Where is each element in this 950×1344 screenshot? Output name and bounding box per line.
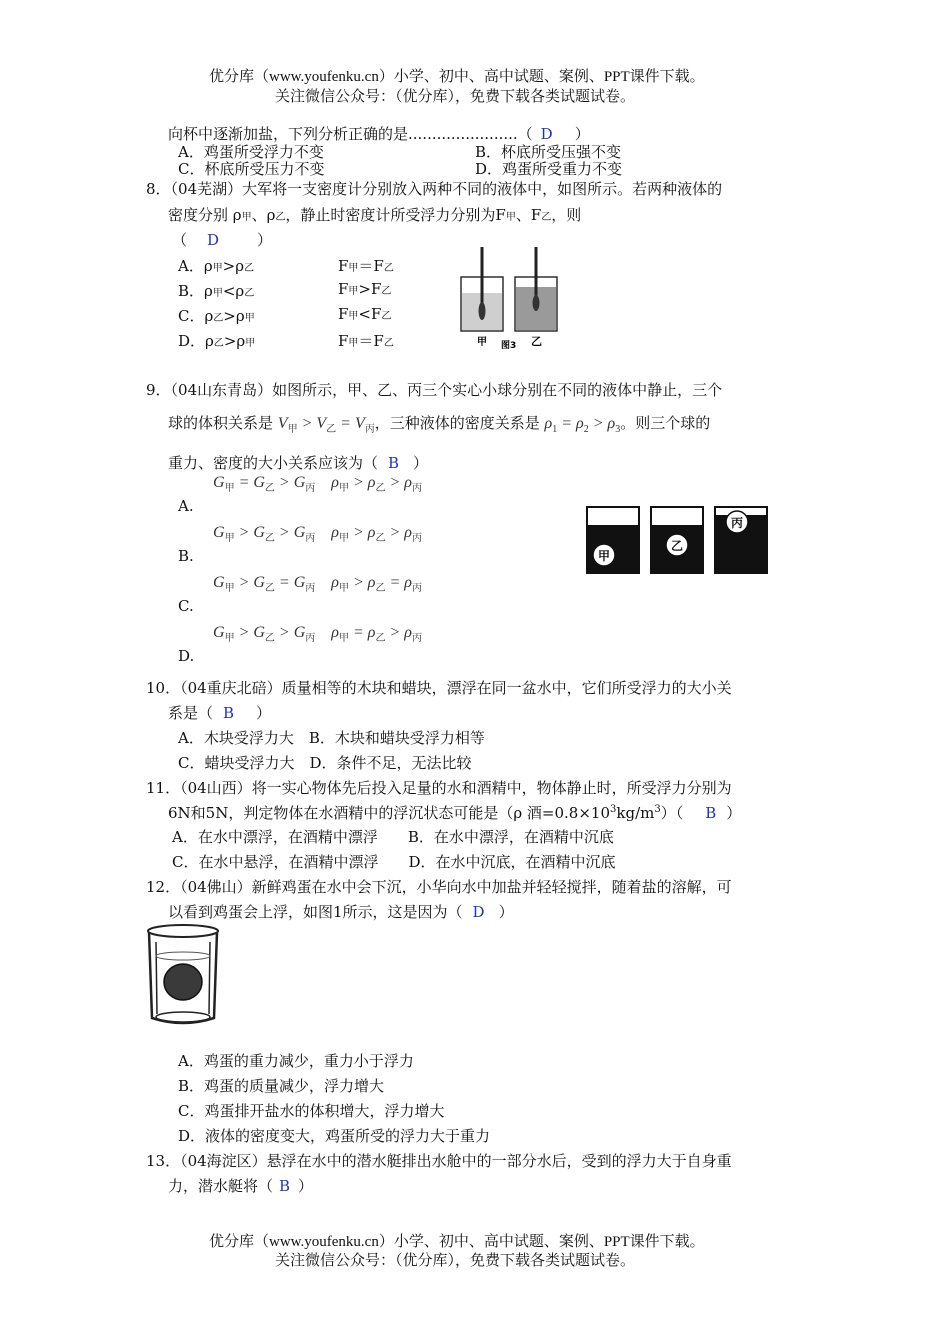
q8-answer: D [207,231,220,249]
q8-hydrometer-figure [455,245,565,355]
q9-option-a-formula: $G_甲 = G_乙 > G_丙$ $\rho_甲 > \rho_乙 > \rho_丙$ [213,474,422,495]
q9-option-d-formula: $G_甲 > G_乙 > G_丙$ $\rho_甲 = \rho_乙 > \rho_丙$ [213,624,422,645]
q8-option-b: B．ρ甲<ρ乙 [178,282,255,300]
q12-line2: 以看到鸡蛋会上浮，如图1所示，这是因为（ D ） [168,903,514,921]
q8-figure-label-jia: 甲 [477,337,487,348]
q9-line2: 球的体积关系是 $V_甲 > V_乙 = V_丙$，三种液体的密度关系是 $\rho_1 = \rho_2 > \rho_3$。则三个球的 [168,414,711,436]
q7-option-c: C．杯底所受压力不变 [178,160,325,178]
q11-line2: 6N和5N，判定物体在水酒精中的浮沉状态可能是（ρ 酒$=0.8\times 10^3kg/m^3$）（ B ） [168,804,742,822]
q8-option-b-force: F甲>F乙 [338,280,392,298]
q9-line1: 9．（04山东青岛）如图所示，甲、乙、丙三个实心小球分别在不同的液体中静止，三个 [146,381,723,399]
page-footer-line1: 优分库（www.youfenku.cn）小学、初中、高中试题、案例、PPT课件下载。 [209,1234,705,1250]
q9-balls-figure [585,505,770,577]
q10-options-row1: A．木块受浮力大 B．木块和蜡块受浮力相等 [178,729,485,747]
q11-line1: 11．（04山西）将一实心物体先后投入足量的水和酒精中，物体静止时，所受浮力分别为 [146,779,732,797]
q12-option-b: B．鸡蛋的质量减少，浮力增大 [178,1077,385,1095]
q9-density-formula: $\rho_1 = \rho_2 > \rho_3$ [544,415,621,436]
page-header-line1: 优分库（www.youfenku.cn）小学、初中、高中试题、案例、PPT课件下载。 [209,69,705,85]
q7-stem: 向杯中逐渐加盐，下列分析正确的是.......................（ D ） [168,125,590,143]
q7-option-d: D．鸡蛋所受重力不变 [475,160,623,178]
q9-option-b-label: B. [178,547,194,565]
egg [164,964,202,1000]
q8-option-a-force: F甲＝F乙 [338,257,394,275]
q10-options-row2: C．蜡块受浮力大 D．条件不足，无法比较 [178,754,472,772]
q13-line1: 13．（04海淀区）悬浮在水中的潜水艇排出水舱中的一部分水后，受到的浮力大于自身重 [146,1152,732,1170]
q11-options-row2: C．在水中悬浮，在酒精中漂浮 D．在水中沉底，在酒精中沉底 [172,853,616,871]
q8-option-c: C．ρ乙>ρ甲 [178,307,255,325]
q12-option-c: C．鸡蛋排开盐水的体积增大，浮力增大 [178,1102,445,1120]
q8-option-a: A．ρ甲>ρ乙 [178,257,255,275]
q10-line2: 系是（ B ） [168,704,272,722]
q8-line2: 密度分别 ρ甲、ρ乙，静止时密度计所受浮力分别为F甲、F乙，则 [168,206,582,224]
q13-line2: 力，潜水艇将（ B ） [168,1177,314,1195]
ball-jia-label: 甲 [598,549,611,563]
q9-option-c-label: C. [178,597,194,615]
q12-option-d: D．液体的密度变大，鸡蛋所受的浮力大于重力 [178,1127,491,1145]
q11-answer: B [705,804,717,822]
q9-option-b-formula: $G_甲 > G_乙 > G_丙$ $\rho_甲 > \rho_乙 > \rho_丙$ [213,524,422,545]
q9-line3: 重力、密度的大小关系应该为（ B ） [168,454,429,472]
q12-option-a: A．鸡蛋的重力减少，重力小于浮力 [178,1052,414,1070]
q9-answer: B [388,454,400,472]
ball-bing-label: 丙 [731,516,744,530]
q8-figure-caption: 图3 [501,341,517,351]
q9-option-c-formula: $G_甲 > G_乙 = G_丙$ $\rho_甲 > \rho_乙 = \rho_丙$ [213,574,422,595]
q12-line1: 12．（04佛山）新鲜鸡蛋在水中会下沉，小华向水中加盐并轻轻搅拌，随着盐的溶解，可 [146,878,732,896]
q11-options-row1: A．在水中漂浮，在酒精中漂浮 B．在水中漂浮，在酒精中沉底 [172,828,614,846]
q8-option-d: D．ρ乙>ρ甲 [178,332,256,350]
q7-option-b: B．杯底所受压强不变 [475,143,622,161]
q9-option-a-label: A. [178,497,194,515]
q9-volume-formula: $V_甲 > V_乙 = V_丙$ [277,415,375,436]
q10-line1: 10．（04重庆北碚）质量相等的木块和蜡块，漂浮在同一盆水中，它们所受浮力的大小关 [146,679,732,697]
ball-yi-label: 乙 [671,539,684,553]
q8-option-c-force: F甲<F乙 [338,305,392,323]
q8-option-d-force: F甲＝F乙 [338,332,394,350]
q13-answer: B [279,1177,291,1195]
q10-answer: B [223,704,235,722]
q9-option-d-label: D. [178,647,195,665]
q8-line1: 8．（04芜湖）大军将一支密度计分别放入两种不同的液体中，如图所示。若两种液体的 [146,180,723,198]
q12-egg-glass-figure [143,920,223,1030]
q12-answer: D [472,903,485,921]
page-footer-line2: 关注微信公众号：（优分库），免费下载各类试题试卷。 [275,1253,636,1269]
q8-figure-label-yi: 乙 [531,335,542,348]
q8-answer-line: （ D ） [172,231,273,249]
q7-answer: D [540,125,553,143]
page-header-line2: 关注微信公众号：（优分库），免费下载各类试题试卷。 [275,89,636,105]
q7-option-a: A．鸡蛋所受浮力不变 [178,143,324,161]
